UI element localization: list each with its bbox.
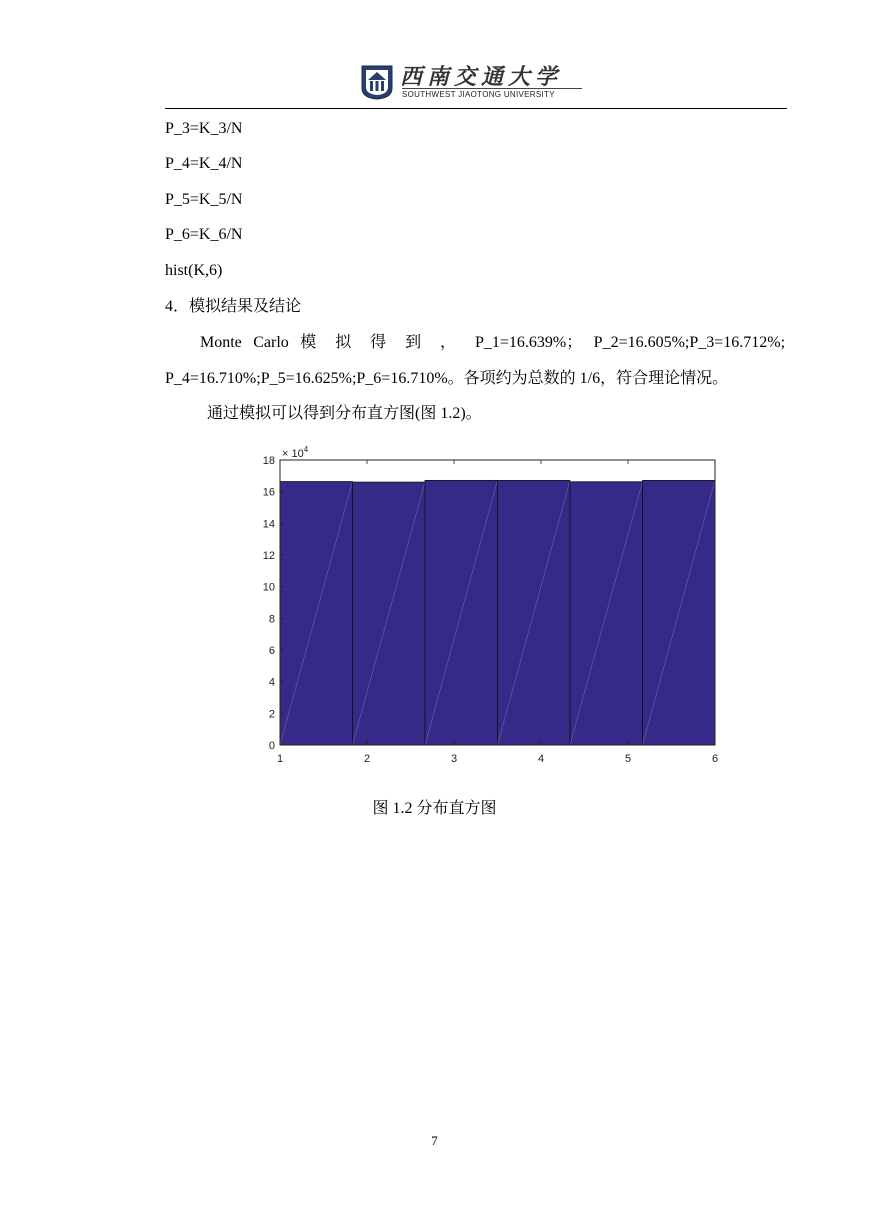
y-tick-label: 10 <box>262 581 275 594</box>
y-tick-label: 12 <box>262 550 275 562</box>
y-tick-label: 18 <box>262 455 275 467</box>
x-tick-label: 3 <box>450 753 458 765</box>
page-header <box>0 0 869 112</box>
x-tick-label: 1 <box>276 753 284 765</box>
x-tick-label: 2 <box>363 753 371 765</box>
figure-caption: 图 1.2 分布直方图 <box>372 800 497 817</box>
histogram-chart <box>250 444 730 774</box>
y-multiplier-label: × $10^4$ <box>282 445 309 460</box>
x-tick-label: 6 <box>711 753 719 765</box>
university-name-cn: 西南交通大学 <box>400 64 563 90</box>
y-tick-label: 14 <box>262 518 275 531</box>
section-heading: 4．模拟结果及结论 <box>165 298 302 315</box>
university-name-en: SOUTHWEST JIAOTONG UNIVERSITY <box>402 88 582 99</box>
code-line: hist(K,6) <box>165 262 223 279</box>
paragraph-2: 通过模拟可以得到分布直方图(图 1.2)。 <box>207 405 482 422</box>
university-seal-icon <box>360 64 394 100</box>
y-tick-label: 0 <box>268 740 275 752</box>
x-tick-label: 5 <box>624 753 632 765</box>
code-line: P_3=K_3/N <box>165 120 243 137</box>
y-tick-label: 6 <box>268 645 275 657</box>
y-tick-label: 8 <box>268 613 275 626</box>
paragraph-line-2: P_4=16.710%;P_5=16.625%;P_6=16.710%。各项约为总数的 1/6，符合理论情况。 <box>165 370 729 387</box>
header-rule <box>165 108 787 109</box>
paragraph-line-1: Monte Carlo 模 拟 得 到 ， P_1=16.639%； P_2=16.605%;P_3=16.712%; <box>200 334 786 351</box>
y-tick-label: 4 <box>268 676 275 689</box>
page-number: 7 <box>431 1133 438 1148</box>
y-tick-label: 16 <box>262 486 275 499</box>
code-line: P_5=K_5/N <box>165 191 243 208</box>
x-tick-label: 4 <box>537 753 545 765</box>
y-tick-label: 2 <box>268 708 275 721</box>
histogram-svg <box>250 444 730 774</box>
code-line: P_6=K_6/N <box>165 226 243 243</box>
code-line: P_4=K_4/N <box>165 155 243 172</box>
